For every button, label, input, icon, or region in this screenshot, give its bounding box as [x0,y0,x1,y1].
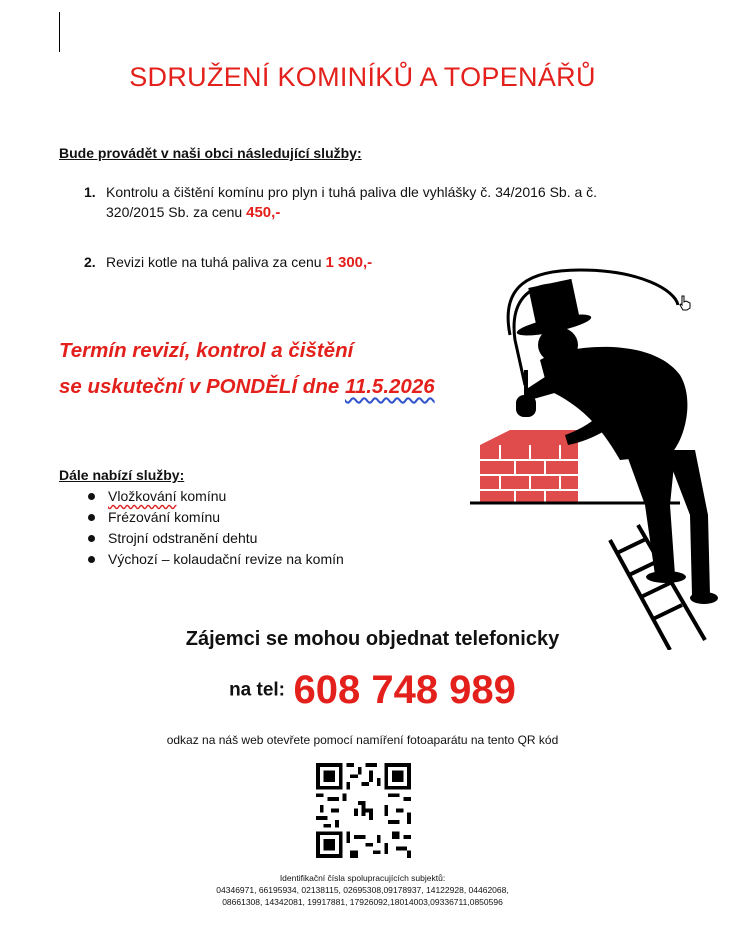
bullet-icon [88,535,95,542]
chimney-sweep-illustration [470,265,720,650]
qr-code[interactable] [316,763,411,858]
extra-services-heading: Dále nabízí služby: [59,467,185,483]
list-item-lead: Vložkování [108,488,177,504]
service-text-line2: 320/2015 Sb. za cenu [106,204,243,220]
order-by-phone-text: Zájemci se mohou objednat telefonicky [185,628,560,650]
text-cursor [59,12,60,52]
service-number: 1. [84,184,96,200]
list-item [88,528,344,549]
services-heading: Bude provádět v naši obci následující služby: [59,145,362,161]
brick-chimney [480,430,578,503]
extra-services-list [88,486,344,570]
list-item-lead: Frézování komínu [108,509,221,525]
phone-row [0,668,745,713]
partner-ids-heading: Identifikační čísla spolupracujících subjektů: [279,873,446,883]
partner-ids-line: 08661308, 14342081, 19917881, 17926092,18014003,09336711,0850596 [222,897,503,907]
list-item-rest: komínu [176,488,227,504]
service-item-1 [84,182,644,223]
phone-label: na tel: [229,679,286,701]
list-item [88,507,344,528]
list-item [88,549,344,570]
term-date: 11.5.2026 [344,375,435,398]
term-prefix: se uskuteční v PONDĚLÍ dne [59,375,340,398]
service-price: 450,- [246,204,281,221]
page-title: SDRUŽENÍ KOMINÍKŮ A TOPENÁŘŮ [129,62,596,92]
bullet-icon [88,514,95,521]
service-text-line1: Kontrolu a čištění komínu pro plyn i tuhá paliva dle vyhlášky č. 34/2016 Sb. a č. [106,184,598,200]
service-price: 1 300,- [325,254,373,271]
term-line-1: Termín revizí, kontrol a čištění [59,339,354,362]
partner-ids [0,872,725,908]
bullet-icon [88,493,95,500]
bullet-icon [88,556,95,563]
partner-ids-line: 04346971, 66195934, 02138115, 02695308,09178937, 14122928, 04462068, [216,885,509,895]
service-text: Revizi kotle na tuhá paliva za cenu [106,254,322,270]
hand-cursor-icon [678,295,692,311]
list-item-lead: Strojní odstranění dehtu [108,530,258,546]
qr-instructions: odkaz na náš web otevřete pomocí namíření fotoaparátu na tento QR kód [166,733,559,747]
service-number: 2. [84,254,96,270]
phone-number[interactable]: 608 748 989 [293,668,516,712]
list-item [88,486,344,507]
list-item-lead: Výchozí – kolaudační revize na komín [108,551,344,567]
term-line-2 [59,375,435,399]
